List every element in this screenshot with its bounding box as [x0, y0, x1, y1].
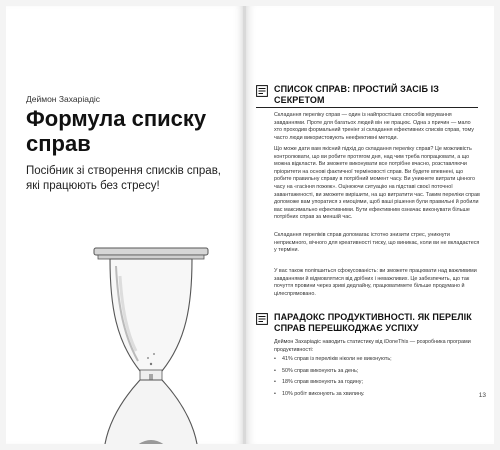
statistics-list: [274, 356, 480, 402]
section1-paragraph-1: Складання переліку справ — один із найпростіших способів керування завданнями. Проте для багатьох людей він не працює. Одна з причин — мало хто проходив формальний тренінг зі складання ефективних списків справ, тому часто люди використовують неефективні методи.: [274, 112, 474, 141]
book-subtitle: Посібник зі створення списків справ, які працюють без стресу!: [26, 165, 222, 192]
section2-title: ПАРАДОКС ПРОДУКТИВНОСТІ. ЯК ПЕРЕЛІК СПРАВ ПЕРЕШКОДЖАЄ УСПІХУ: [274, 312, 472, 333]
list-item: • 41% справ із переліків ніколи не виконують;: [274, 356, 480, 364]
page-number: 13: [478, 392, 486, 399]
list-item: • 50% справ виконують за день;: [274, 368, 480, 376]
section1-paragraph-3: Складання переліків справ допомагає істотно знизити стрес, уникнути неприємного, вічного для креативності тиску, що виникає, коли ви не вкладаєтеся у терміни.: [274, 232, 480, 254]
section1-paragraph-4: У вас також поліпшиться сфокусованість: ви зможете працювати над важливими завданнями й відмовлятися від дрібних і неважливих. Це забезпечить, що так почуття провини через зриві дедлайну, працюватимете більше продумано й цілеспрямовано.: [274, 268, 477, 297]
section1-title: СПИСОК СПРАВ: ПРОСТИЙ ЗАСІБ ІЗ СЕКРЕТОМ: [274, 84, 439, 105]
list-item: • 10% робіт виконують за хвилину.: [274, 391, 480, 399]
section1-paragraph-2: Що може дати вам якісний підхід до складання переліку справ? Це можливість контролювати, що ви робите протягом дня, над чим треба попрацювати, а що можна відкласти. Ви зможете виконувати все потрібне вчасно, розставляючи пріоритети на основі фактичної терміновості справ. Ви будете впевнені, що робите правильну справу в потрібний момент часу. Ви уникнете витрати цінного часу на «гасіння пожеж». Оцінюючи ситуацію на підставі своєї поточної завантаженості, ви зможете вирішити, на що витратити час. Таким переліки справ допоможе вам упоратися з емоціями, щоб ваші рішення були правильні й робили вас максимально ефективними. Бути ефективним означає виконувати більше потрібних справ за меншій час.: [274, 146, 480, 221]
section-paradox-header: [256, 312, 474, 334]
left-page: [6, 6, 244, 444]
section2-intro: Деймон Захаріадіс наводить статистику від iDoneThis — розробника програми продуктивності:: [274, 339, 471, 353]
right-page: [246, 6, 494, 444]
section-list-header: [256, 84, 464, 106]
list-icon: [256, 85, 268, 97]
section1-rule: [256, 107, 478, 108]
book-title: Формула списку справ: [26, 106, 207, 156]
hourglass-illustration: [76, 246, 226, 444]
list-icon: [256, 313, 268, 325]
author-name: Деймон Захаріадіс: [26, 94, 101, 104]
list-item: • 18% справ виконують за годину;: [274, 379, 480, 387]
